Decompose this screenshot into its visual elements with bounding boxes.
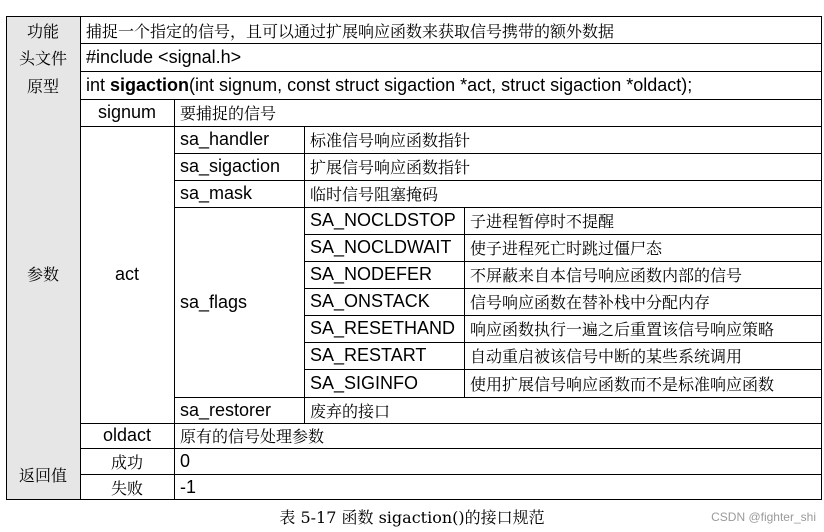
act-name: act — [114, 264, 139, 284]
sa-mask-desc: 临时信号阻塞掩码 — [310, 185, 439, 204]
prototype-prefix: int — [86, 74, 111, 95]
prototype-value — [80, 71, 824, 99]
sa-sigaction-name: sa_sigaction — [180, 156, 281, 176]
sa-restorer-desc: 废弃的接口 — [310, 401, 391, 421]
params-label: 参数 — [26, 265, 59, 284]
signum-name: signum — [97, 102, 157, 122]
return-success-label: 成功 — [110, 452, 143, 472]
flag-desc-1: 子进程暂停时不提醒 — [470, 212, 615, 231]
prototype-suffix: (int signum, const struct sigaction *act, struct sigaction *oldact); — [189, 74, 693, 95]
return-failure-value: -1 — [180, 476, 197, 497]
flag-desc-3: 不屏蔽来自本信号响应函数内部的信号 — [470, 266, 743, 285]
prototype-func: sigaction — [110, 74, 190, 95]
header-label: 头文件 — [18, 48, 67, 68]
flag-desc-7: 使用扩展信号响应函数而不是标准响应函数 — [470, 374, 775, 394]
flag-desc-6: 自动重启被该信号中断的某些系统调用 — [470, 347, 743, 366]
flag-name-3: SA_NODEFER — [310, 264, 433, 284]
function-label: 功能 — [26, 21, 59, 41]
header-value: #include <signal.h> — [86, 46, 242, 67]
flag-name-4: SA_ONSTACK — [310, 291, 430, 311]
flag-name-6: SA_RESTART — [310, 345, 427, 365]
sa-handler-desc: 标准信号响应函数指针 — [310, 131, 471, 150]
flag-name-7: SA_SIGINFO — [310, 372, 419, 393]
sa-sigaction-desc: 扩展信号响应函数指针 — [310, 158, 471, 177]
return-label: 返回值 — [18, 465, 67, 485]
sa-handler-name: sa_handler — [180, 129, 270, 149]
sa-mask-name: sa_mask — [180, 183, 253, 203]
return-success-value: 0 — [180, 450, 191, 471]
prototype-label: 原型 — [26, 76, 59, 96]
return-failure-label: 失败 — [110, 478, 143, 498]
flag-desc-2: 使子进程死亡时跳过僵尸态 — [470, 239, 663, 258]
flag-name-1: SA_NOCLDSTOP — [310, 210, 456, 230]
table-caption: 表 5-17 函数 sigaction()的接口规范 — [279, 508, 545, 527]
flag-name-2: SA_NOCLDWAIT — [310, 237, 452, 257]
sigaction-table — [6, 16, 822, 500]
flag-desc-4: 信号响应函数在替补栈中分配内存 — [470, 293, 711, 312]
sa-flags-name: sa_flags — [180, 291, 248, 312]
flag-name-5: SA_RESETHAND — [310, 318, 456, 338]
signum-desc: 要捕捉的信号 — [180, 104, 277, 123]
sa-restorer-name: sa_restorer — [180, 399, 272, 420]
flag-desc-5: 响应函数执行一遍之后重置该信号响应策略 — [470, 320, 775, 339]
watermark: CSDN @fighter_shi — [711, 510, 816, 524]
oldact-name: oldact — [102, 425, 152, 445]
oldact-desc: 原有的信号处理参数 — [180, 427, 325, 446]
function-value: 捕捉一个指定的信号，且可以通过扩展响应函数来获取信号携带的额外数据 — [86, 21, 615, 41]
